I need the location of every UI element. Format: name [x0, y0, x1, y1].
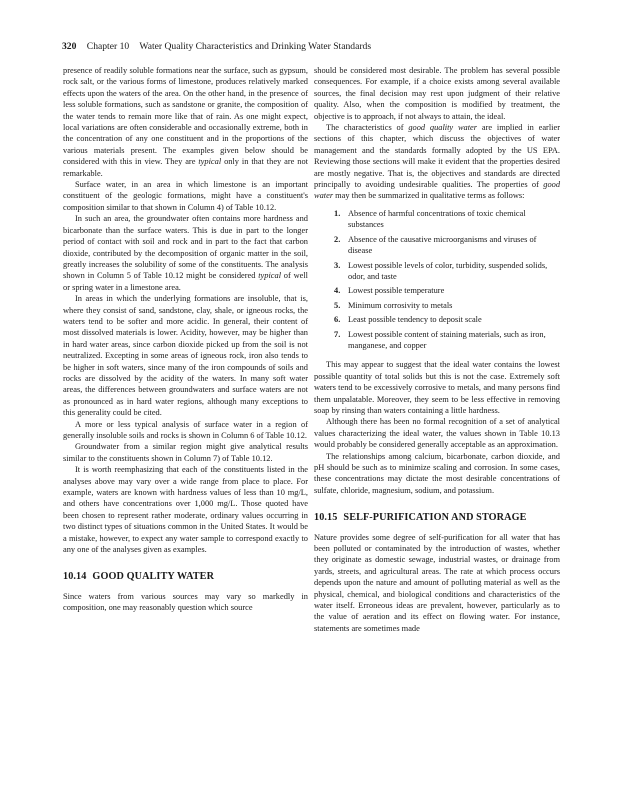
list-item: 6. Least possible tendency to deposit scale	[334, 315, 482, 325]
paragraph: The relationships among calcium, bicarbonate, carbon dioxide, and pH should be such as to minimize scaling and corrosion. In some cases, these concentrations may dictate the most desirable concentrations of sulfate, chloride, magnesium, sodium, and potassium.	[314, 451, 560, 495]
paragraph: In such an area, the groundwater often contains more hardness and bicarbonate than the surface waters. This is due in part to the longer period of contact with soil and rock and in part to the fact that carbon dioxide, contributed by the decomposition of organic matter in the soil, greatly increases the solubility of some of the constituents. The analysis shown in Column 5 of Table 10.12 might be considered typical of well or spring water in a limestone area.	[63, 214, 308, 292]
paragraph: In areas in which the underlying formations are insoluble, that is, where they consist of sand, sandstone, clay, shale, or igneous rocks, the waters tend to be softer and more acidic. In general, their content of most dissolved materials is lower. Acidity, however, may be higher than in hard water areas, since carbon dioxide picked up from the soil is not neutralized. Excepting in some areas of igneous rock, iron also tends to be higher in soft waters, since many of the iron compounds of soils and rocks are dissolved by the acidity of the waters. In many soft water areas, the differences between groundwaters and surface waters are not as pronounced as in hard water regions, although many exceptions to this generality could be cited.	[63, 294, 308, 418]
page-number: 320	[62, 41, 77, 52]
section-heading-10-14: 10.14 GOOD QUALITY WATER	[63, 571, 215, 583]
paragraph: should be considered most desirable. The problem has several possible consequences. For example, if a choice exists among several available sources, the final decision may rest upon judgment of their relative quality. Also, when the composition is modified by treatment, the objective is to approach, if not always to attain, the ideal.	[314, 66, 560, 121]
paragraph: Nature provides some degree of self-purification for all water that has been polluted or contaminated by the introduction of wastes, whether they originate as domestic sewage, industrial wastes, or drainage from yards, streets, and agricultural areas. The rate at which process occurs depends upon the nature and amount of polluting material as well as the physical, chemical, and biological conditions and characteristics of the water itself. Erroneous ideas are prevalent, however, particularly as to the value of aeration and its effect on flowing water. For instance, statements are sometimes made	[314, 532, 560, 633]
section-heading-10-15: 10.15 SELF-PURIFICATION AND STORAGE	[314, 512, 527, 524]
left-column	[63, 65, 308, 614]
paragraph: Surface water, in an area in which limestone is an important constituent of the geologic formations, might have a constituent's composition similar to that shown in Column 4) of Table 10.12.	[63, 180, 308, 212]
chapter-label: Chapter 10	[86, 41, 130, 52]
list-item: 3. Lowest possible levels of color, turbidity, suspended solids, odor, and taste	[334, 260, 548, 281]
list-item: 2. Absence of the causative microorganisms and viruses of disease	[334, 234, 537, 256]
list-item: 4. Lowest possible temperature	[334, 286, 445, 296]
list-item: 5. Minimum corrosivity to metals	[334, 300, 453, 310]
paragraph: presence of readily soluble formations near the surface, such as gypsum, rock salt, or the various forms of limestone, produces relatively marked effects upon the waters of the area. On the other hand, in the presence of less soluble formations, such as sandstone or granite, the composition of the water tends to remain more like that of rain. As one might expect, local variations are often considerable and occasionally extreme, both in the concentration of any one constituent and in the proportions of the various materials present. The examples given below should be considered with this in view. They are typical only in that they are not remarkable.	[63, 66, 309, 178]
list-item: 7. Lowest possible content of staining materials, such as iron, manganese, and copper	[334, 329, 546, 350]
paragraph: The characteristics of good quality water are implied in earlier sections of this chapter, which discuss the objectives of water management and the standards formally adopted by the US EPA. Reviewing those sections will make it evident that the properties desired are mostly negative. That is, the objectives and standards are directed principally to avoiding undesirable qualities. The properties of good water may then be summarized in qualitative terms as follows:	[314, 123, 560, 201]
paragraph: A more or less typical analysis of surface water in a region of generally insoluble soils and rocks is shown in Column 6 of Table 10.12.	[63, 419, 308, 440]
right-column	[314, 65, 560, 634]
paragraph: This may appear to suggest that the ideal water contains the lowest possible quantity of total solids but this is not the case. Extremely soft waters tend to be excessively corrosive to metals, and many persons find them unpalatable. Moreover, they seem to be less effective in removing soap by rinsing than waters containing a little hardness.	[314, 360, 560, 415]
paragraph: Although there has been no formal recognition of a set of analytical values characterizing the ideal water, the values shown in Table 10.13 would probably be considered generally acceptable as an approximation.	[314, 417, 560, 450]
paragraph: It is worth reemphasizing that each of the constituents listed in the analyses above may vary over a wide range from place to place. For example, waters are known with hardness values of less than 10 mg/L, and others have concentrations over 1,000 mg/L. Those quoted have been chosen to represent rather moderate, ordinary values occurring in two distinct types of situations common in the United States. It would be a mistake, however, to expect any water sample to correspond exactly to any one of the analyses given as examples.	[63, 465, 308, 555]
good-water-properties-list	[314, 208, 560, 351]
paragraph: Since waters from various sources may vary so markedly in composition, one may reasonably question which source	[63, 591, 308, 613]
paragraph: Groundwater from a similar region might give analytical results similar to the constituents shown in Column 7) of Table 10.12.	[63, 442, 308, 463]
list-item: 1. Absence of harmful concentrations of toxic chemical substances	[334, 208, 526, 230]
page-header	[62, 41, 371, 52]
running-title: Water Quality Characteristics and Drinking Water Standards	[139, 41, 372, 52]
